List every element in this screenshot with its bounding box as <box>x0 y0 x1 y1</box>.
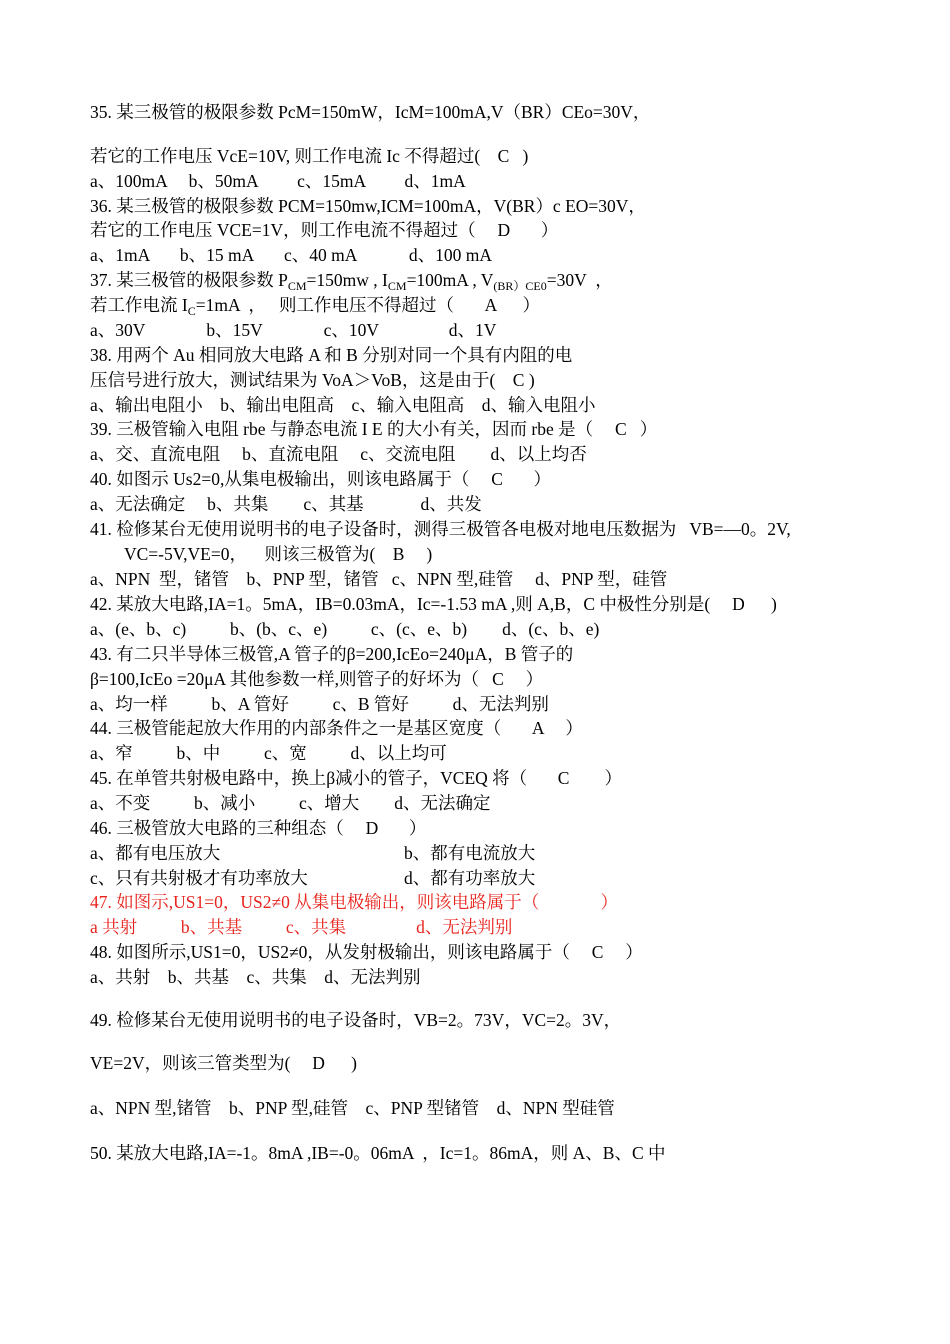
q48-options: a、共射 b、共基 c、共集 d、无法判别 <box>90 967 421 987</box>
q35-line1: 35. 某三极管的极限参数 PcM=150mW，IcM=100mA,V（BR）CEo=30V， <box>90 102 651 122</box>
q37-text-d: =30V ， <box>546 270 613 290</box>
q40-line1: 40. 如图示 Us2=0,从集电极输出，则该电路属于（ C ） <box>90 469 551 489</box>
q37-text-f: =1mA ， 则工作电压不得超过（ A ） <box>195 295 541 315</box>
q36-line2: 若它的工作电压 VCE=1V，则工作电流不得超过（ D ） <box>90 220 559 240</box>
q46-option-d: d、都有功率放大 <box>404 868 536 888</box>
q42-line1: 42. 某放大电路,IA=1。5mA，IB=0.03mA，Ic=-1.53 mA ,则 A,B，C 中极性分别是( D ) <box>90 594 777 614</box>
q37-text-a: 37. 某三极管的极限参数 P <box>90 270 288 290</box>
q37-text-b: =150mw , I <box>306 270 388 290</box>
q41-line1: 41. 检修某台无使用说明书的电子设备时，测得三极管各电极对地电压数据为 VB=—0。2V, <box>90 519 791 539</box>
q35-line2: 若它的工作电压 VcE=10V, 则工作电流 Ic 不得超过( C ) <box>90 146 529 166</box>
q38-line2: 压信号进行放大，测试结果为 VoA＞VoB，这是由于( C ) <box>90 370 535 390</box>
q42-options: a、(e、b、c) b、(b、c、e) c、(c、e、b) d、(c、b、e) <box>90 619 600 639</box>
q49-options: a、NPN 型,锗管 b、PNP 型,硅管 c、PNP 型锗管 d、NPN 型硅管 <box>90 1098 615 1118</box>
q35-options: a、100mA b、50mA c、15mA d、1mA <box>90 171 466 191</box>
q37-sub-vbr: (BR）CE0 <box>493 279 547 293</box>
q41-options: a、NPN 型，锗管 b、PNP 型，锗管 c、NPN 型,硅管 d、PNP 型，硅管 <box>90 569 668 589</box>
q39-line1: 39. 三极管输入电阻 rbe 与静态电流 I E 的大小有关，因而 rbe 是（ C ） <box>90 419 658 439</box>
q49-line2: VE=2V，则该三管类型为( D ) <box>90 1053 358 1073</box>
q37-text-c: =100mA , V <box>406 270 494 290</box>
q39-options: a、交、直流电阻 b、直流电阻 c、交流电阻 d、以上均否 <box>90 444 587 464</box>
q46-line1: 46. 三极管放大电路的三种组态（ D ） <box>90 818 427 838</box>
q50-line1: 50. 某放大电路,IA=-1。8mA ,IB=-0。06mA ，Ic=1。86mA，则 A、B、C 中 <box>90 1143 666 1163</box>
q45-line1: 45. 在单管共射极电路中，换上β减小的管子，VCEQ 将（ C ） <box>90 768 622 788</box>
q46-option-a: a、都有电压放大 <box>90 843 221 863</box>
q38-line1: 38. 用两个 Au 相同放大电路 A 和 B 分别对同一个具有内阻的电 <box>90 345 573 365</box>
q40-options: a、无法确定 b、共集 c、其基 d、共发 <box>90 494 482 514</box>
q37-line1 <box>90 269 613 297</box>
q36-options: a、1mA b、15 mA c、40 mA d、100 mA <box>90 245 493 265</box>
q37-options: a、30V b、15V c、10V d、1V <box>90 320 497 340</box>
q47-options: a 共射 b、共基 c、共集 d、无法判别 <box>90 917 513 937</box>
q45-options: a、不变 b、减小 c、增大 d、无法确定 <box>90 793 491 813</box>
q37-sub-pcm: CM <box>287 279 307 293</box>
q47-line1: 47. 如图示,US1=0，US2≠0 从集电极输出，则该电路属于（ ） <box>90 892 618 912</box>
q41-line2: VC=-5V,VE=0， 则该三极管为( B ) <box>124 544 433 564</box>
q43-options: a、均一样 b、A 管好 c、B 管好 d、无法判别 <box>90 694 549 714</box>
q37-sub-ic: C <box>187 304 196 318</box>
q37-line2 <box>90 294 540 322</box>
q43-line1: 43. 有二只半导体三极管,A 管子的β=200,IcEo=240μA，B 管子的 <box>90 644 574 664</box>
q37-sub-icm: CM <box>387 279 407 293</box>
q46-option-b: b、都有电流放大 <box>404 843 536 863</box>
q44-line1: 44. 三极管能起放大作用的内部条件之一是基区宽度（ A ） <box>90 718 583 738</box>
q38-options: a、输出电阻小 b、输出电阻高 c、输入电阻高 d、输入电阻小 <box>90 395 596 415</box>
q49-line1: 49. 检修某台无使用说明书的电子设备时，VB=2。73V，VC=2。3V， <box>90 1010 622 1030</box>
q44-options: a、窄 b、中 c、宽 d、以上均可 <box>90 743 447 763</box>
q48-line1: 48. 如图所示,US1=0，US2≠0，从发射极输出，则该电路属于（ C ） <box>90 942 643 962</box>
q43-line2: β=100,IcEo =20μA 其他参数一样,则管子的好坏为（ C ） <box>90 669 544 689</box>
q46-option-c: c、只有共射极才有功率放大 <box>90 868 308 888</box>
q36-line1: 36. 某三极管的极限参数 PCM=150mw,ICM=100mA，V(BR）c EO=30V， <box>90 196 646 216</box>
q37-text-e: 若工作电流 I <box>90 295 188 315</box>
